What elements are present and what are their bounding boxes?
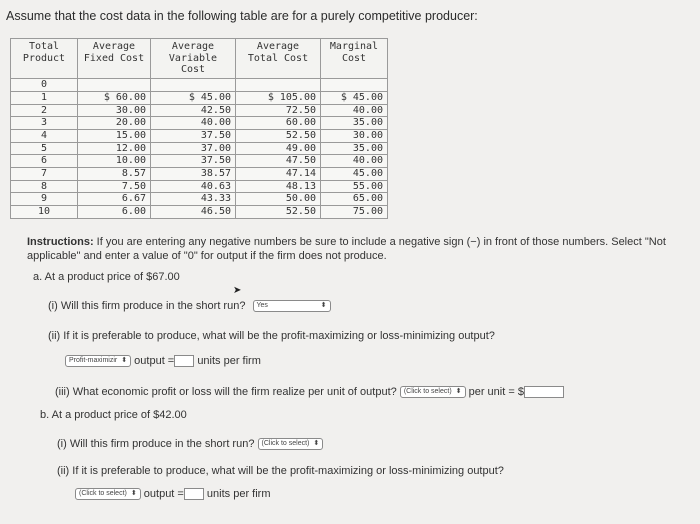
table-cell-value: 47.14 xyxy=(236,168,321,181)
table-header-row xyxy=(11,39,388,79)
part-a-per-unit-input[interactable] xyxy=(524,386,564,398)
table-row xyxy=(11,142,388,155)
table-cell-value: 6.67 xyxy=(78,193,151,206)
header-average-total-cost: Average Total Cost xyxy=(236,39,321,79)
table-cell-value: 37.50 xyxy=(151,155,236,168)
table-cell-value: $ 60.00 xyxy=(78,91,151,104)
part-b-heading: b. At a product price of $42.00 xyxy=(40,409,187,421)
table-cell-value: 40.00 xyxy=(151,117,236,130)
updown-arrow-icon: ⬍ xyxy=(121,357,128,365)
part-b-output-input[interactable] xyxy=(184,488,204,500)
table-cell-value: 55.00 xyxy=(321,180,388,193)
part-a-q1: (i) Will this firm produce in the short run? Yes ⬍ xyxy=(48,300,331,312)
part-b-q2: (ii) If it is preferable to produce, what will be the profit-maximizing or loss-minimizing output? xyxy=(57,465,504,477)
table-cell-value: $ 45.00 xyxy=(151,91,236,104)
table-cell-product: 2 xyxy=(11,104,78,117)
table-row xyxy=(11,117,388,130)
table-row xyxy=(11,168,388,181)
table-cell-value: 40.00 xyxy=(321,155,388,168)
table-row xyxy=(11,79,388,92)
table-cell-product: 8 xyxy=(11,180,78,193)
table-cell-value: 47.50 xyxy=(236,155,321,168)
table-row xyxy=(11,104,388,117)
table-row xyxy=(11,155,388,168)
table-cell-product: 4 xyxy=(11,129,78,142)
table-cell-value: 75.00 xyxy=(321,206,388,219)
table-cell-value: $ 45.00 xyxy=(321,91,388,104)
updown-arrow-icon: ⬍ xyxy=(455,388,462,396)
table-cell-value xyxy=(236,79,321,92)
table-cell-value: 48.13 xyxy=(236,180,321,193)
table-cell-value: 6.00 xyxy=(78,206,151,219)
table-cell-value xyxy=(78,79,151,92)
table-cell-value: 49.00 xyxy=(236,142,321,155)
table-cell-value xyxy=(321,79,388,92)
part-a-output-row: Profit-maximizir ⬍ output = units per firm xyxy=(65,355,261,367)
header-total-product: Total Product xyxy=(11,39,78,79)
table-cell-product: 10 xyxy=(11,206,78,219)
table-cell-value: 45.00 xyxy=(321,168,388,181)
part-a-heading: a. At a product price of $67.00 xyxy=(33,271,180,283)
table-cell-value: 65.00 xyxy=(321,193,388,206)
table-cell-value: 46.50 xyxy=(151,206,236,219)
table-cell-value: 60.00 xyxy=(236,117,321,130)
cost-table xyxy=(10,38,388,219)
table-cell-value: 72.50 xyxy=(236,104,321,117)
part-b-q1-select[interactable]: (Click to select) ⬍ xyxy=(258,438,324,450)
table-cell-value: 30.00 xyxy=(321,129,388,142)
part-a-q2: (ii) If it is preferable to produce, what will be the profit-maximizing or loss-minimizing output? xyxy=(48,330,495,342)
table-cell-value: 52.50 xyxy=(236,129,321,142)
table-cell-value: 37.50 xyxy=(151,129,236,142)
part-a-q1-select[interactable]: Yes ⬍ xyxy=(253,300,331,312)
part-a-q2-select[interactable]: Profit-maximizir ⬍ xyxy=(65,355,131,367)
mouse-cursor-icon: ➤ xyxy=(233,285,242,296)
instructions: Instructions: If you are entering any negative numbers be sure to include a negative sign (−) in front of those numbers. Select "Not applicable" and enter a value of "0" for output if the firm does not produce. xyxy=(27,236,666,262)
table-cell-value: 15.00 xyxy=(78,129,151,142)
table-cell-value: $ 105.00 xyxy=(236,91,321,104)
table-cell-product: 6 xyxy=(11,155,78,168)
table-cell-value: 42.50 xyxy=(151,104,236,117)
table-row xyxy=(11,193,388,206)
part-a-q3: (iii) What economic profit or loss will the firm realize per unit of output? (Click to select) ⬍ per unit = $ xyxy=(55,386,564,398)
table-cell-product: 9 xyxy=(11,193,78,206)
table-row xyxy=(11,180,388,193)
updown-arrow-icon: ⬍ xyxy=(313,440,320,448)
table-cell-product: 7 xyxy=(11,168,78,181)
table-cell-value: 37.00 xyxy=(151,142,236,155)
table-cell-value: 10.00 xyxy=(78,155,151,168)
table-cell-value: 40.00 xyxy=(321,104,388,117)
header-average-variable-cost: Average Variable Cost xyxy=(151,39,236,79)
table-cell-value: 50.00 xyxy=(236,193,321,206)
part-b-q1: (i) Will this firm produce in the short run? (Click to select) ⬍ xyxy=(57,438,323,450)
intro-text: Assume that the cost data in the following table are for a purely competitive producer: xyxy=(6,9,478,23)
table-cell-value: 35.00 xyxy=(321,142,388,155)
part-b-output-row: (Click to select) ⬍ output = units per firm xyxy=(75,488,271,500)
table-cell-value: 7.50 xyxy=(78,180,151,193)
table-cell-value: 52.50 xyxy=(236,206,321,219)
updown-arrow-icon: ⬍ xyxy=(130,490,137,498)
table-cell-value: 12.00 xyxy=(78,142,151,155)
table-cell-value: 40.63 xyxy=(151,180,236,193)
updown-arrow-icon: ⬍ xyxy=(320,302,327,310)
table-cell-product: 3 xyxy=(11,117,78,130)
table-cell-product: 1 xyxy=(11,91,78,104)
table-cell-value: 38.57 xyxy=(151,168,236,181)
table-cell-value: 35.00 xyxy=(321,117,388,130)
part-a-output-input[interactable] xyxy=(174,355,194,367)
table-cell-value: 8.57 xyxy=(78,168,151,181)
table-cell-value: 30.00 xyxy=(78,104,151,117)
table-cell-product: 0 xyxy=(11,79,78,92)
table-row xyxy=(11,206,388,219)
table-cell-value: 20.00 xyxy=(78,117,151,130)
table-body xyxy=(11,79,388,219)
table-cell-value xyxy=(151,79,236,92)
header-average-fixed-cost: Average Fixed Cost xyxy=(78,39,151,79)
part-b-q2-select[interactable]: (Click to select) ⬍ xyxy=(75,488,141,500)
table-row xyxy=(11,129,388,142)
header-marginal-cost: Marginal Cost xyxy=(321,39,388,79)
part-a-q3-select[interactable]: (Click to select) ⬍ xyxy=(400,386,466,398)
table-cell-value: 43.33 xyxy=(151,193,236,206)
table-cell-product: 5 xyxy=(11,142,78,155)
table-row xyxy=(11,91,388,104)
